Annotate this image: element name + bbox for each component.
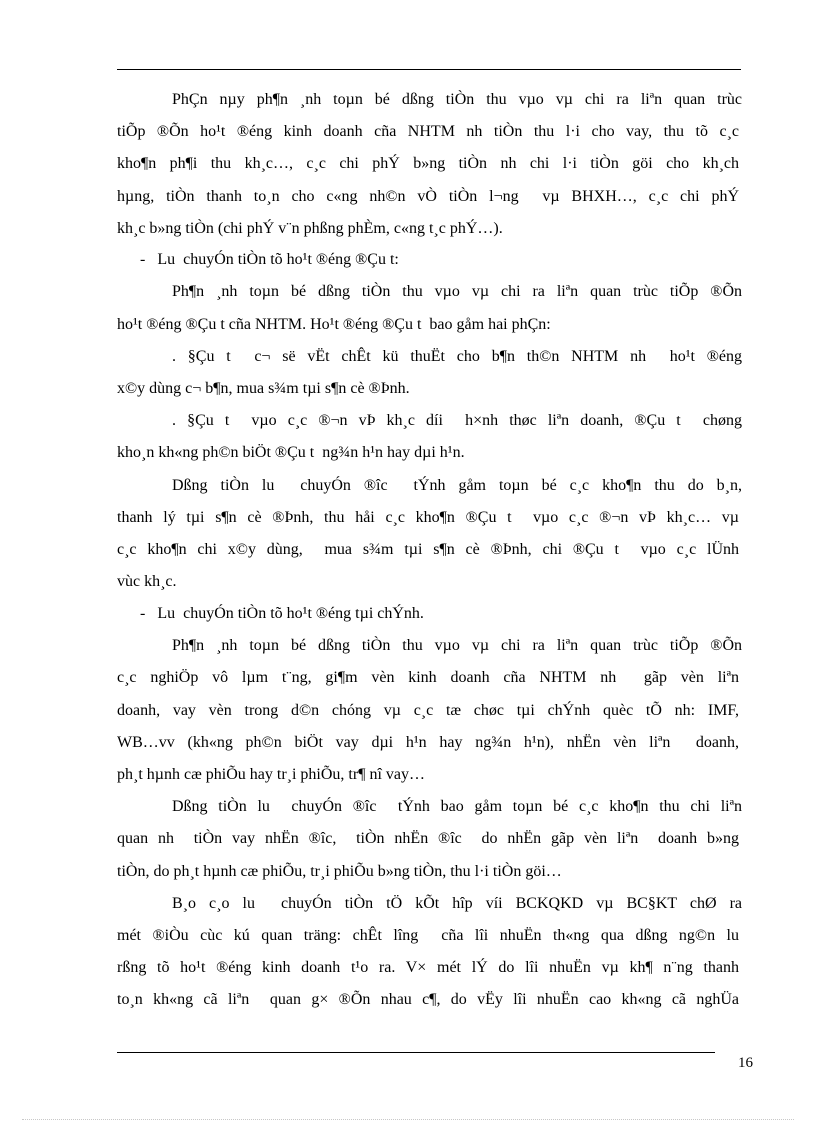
page-edge-divider	[22, 1119, 794, 1120]
body-text-line: kh¸c b»ng tiÒn (chi phÝ v¨n phßng phÈm, c«ng t¸c phÝ…).	[117, 220, 503, 237]
body-text-line: Dßng tiÒn lu chuyÓn ®îc tÝnh bao gåm toµn bé c¸c kho¶n thu chi liªn	[172, 798, 742, 815]
body-text-line: WB…vv (kh«ng ph©n biÖt vay dµi h¹n hay ng¾n h¹n), nhËn vèn liªn doanh,	[117, 734, 739, 751]
body-text-line: mét ®iÒu cùc kú quan träng: chÊt lîng cña lîi nhuËn th«ng qua dßng ng©n lu	[117, 927, 739, 944]
body-text-line: ph¸t hµnh cæ phiÕu hay tr¸i phiÕu, tr¶ nî vay…	[117, 766, 425, 783]
body-text-line: kho¸n kh«ng ph©n biÖt ®Çu t ng¾n h¹n hay dµi h¹n.	[117, 444, 465, 461]
section-bullet: - Lu chuyÓn tiÒn tõ ho¹t ®éng tµi chÝnh.	[140, 605, 424, 622]
body-text-line: to¸n kh«ng cã liªn quan g× ®Õn nhau c¶, do vËy lîi nhuËn cao kh«ng cã nghÜa	[117, 991, 739, 1008]
body-text-line: vùc kh¸c.	[117, 573, 177, 590]
body-text-line: . §Çu t c¬ së vËt chÊt kü thuËt cho b¶n th©n NHTM nh ho¹t ®éng	[172, 348, 742, 365]
body-text-line: PhÇn nµy ph¶n ¸nh toµn bé dßng tiÒn thu vµo vµ chi ra liªn quan trùc	[172, 91, 742, 108]
body-text-line: c¸c kho¶n chi x©y dùng, mua s¾m tµi s¶n cè ®Þnh, chi ®Çu t vµo c¸c lÜnh	[117, 541, 739, 558]
body-text-line: Dßng tiÒn lu chuyÓn ®îc tÝnh gåm toµn bé c¸c kho¶n thu do b¸n,	[172, 477, 742, 494]
body-text-line: rßng tõ ho¹t ®éng kinh doanh t¹o ra. V× mét lÝ do lîi nhuËn vµ kh¶ n¨ng thanh	[117, 959, 739, 976]
body-text-line: quan nh tiÒn vay nhËn ®îc, tiÒn nhËn ®îc do nhËn gãp vèn liªn doanh b»ng	[117, 830, 739, 847]
body-text-line: Ph¶n ¸nh toµn bé dßng tiÒn thu vµo vµ chi ra liªn quan trùc tiÕp ®Õn	[172, 283, 742, 300]
body-text-line: ho¹t ®éng ®Çu t cña NHTM. Ho¹t ®éng ®Çu t bao gåm hai phÇn:	[117, 316, 551, 333]
body-text-line: c¸c nghiÖp vô lµm t¨ng, gi¶m vèn kinh doanh cña NHTM nh gãp vèn liªn	[117, 669, 739, 686]
body-text-line: doanh, vay vèn trong d©n chóng vµ c¸c tæ chøc tµi chÝnh quèc tÕ nh: IMF,	[117, 702, 739, 719]
footer-rule	[117, 1052, 715, 1053]
body-text-line: x©y dùng c¬ b¶n, mua s¾m tµi s¶n cè ®Þnh.	[117, 380, 410, 397]
body-text-line: tiÕp ®Õn ho¹t ®éng kinh doanh cña NHTM nh tiÒn thu l·i cho vay, thu tõ c¸c	[117, 123, 739, 140]
section-bullet: - Lu chuyÓn tiÒn tõ ho¹t ®éng ®Çu t:	[140, 251, 399, 268]
body-text-line: thanh lý tµi s¶n cè ®Þnh, thu håi c¸c kho¶n ®Çu t vµo c¸c ®¬n vÞ kh¸c… vµ	[117, 509, 739, 526]
body-text-line: . §Çu t vµo c¸c ®¬n vÞ kh¸c díi h×nh thøc liªn doanh, ®Çu t chøng	[172, 412, 742, 429]
body-text-line: tiÒn, do ph¸t hµnh cæ phiÕu, tr¸i phiÕu b»ng tiÒn, thu l·i tiÒn göi…	[117, 863, 562, 880]
page-number: 16	[738, 1055, 753, 1071]
body-text-line: hµng, tiÒn thanh to¸n cho c«ng nh©n vÒ tiÒn l¬ng vµ BHXH…, c¸c chi phÝ	[117, 188, 739, 205]
body-text-line: Ph¶n ¸nh toµn bé dßng tiÒn thu vµo vµ chi ra liªn quan trùc tiÕp ®Õn	[172, 637, 742, 654]
body-text-line: kho¶n ph¶i thu kh¸c…, c¸c chi phÝ b»ng tiÒn nh chi l·i tiÒn göi cho kh¸ch	[117, 155, 739, 172]
body-text-line: B¸o c¸o lu chuyÓn tiÒn tÖ kÕt hîp víi BCKQKD vµ BC§KT chØ ra	[172, 895, 742, 912]
header-rule	[117, 69, 741, 70]
